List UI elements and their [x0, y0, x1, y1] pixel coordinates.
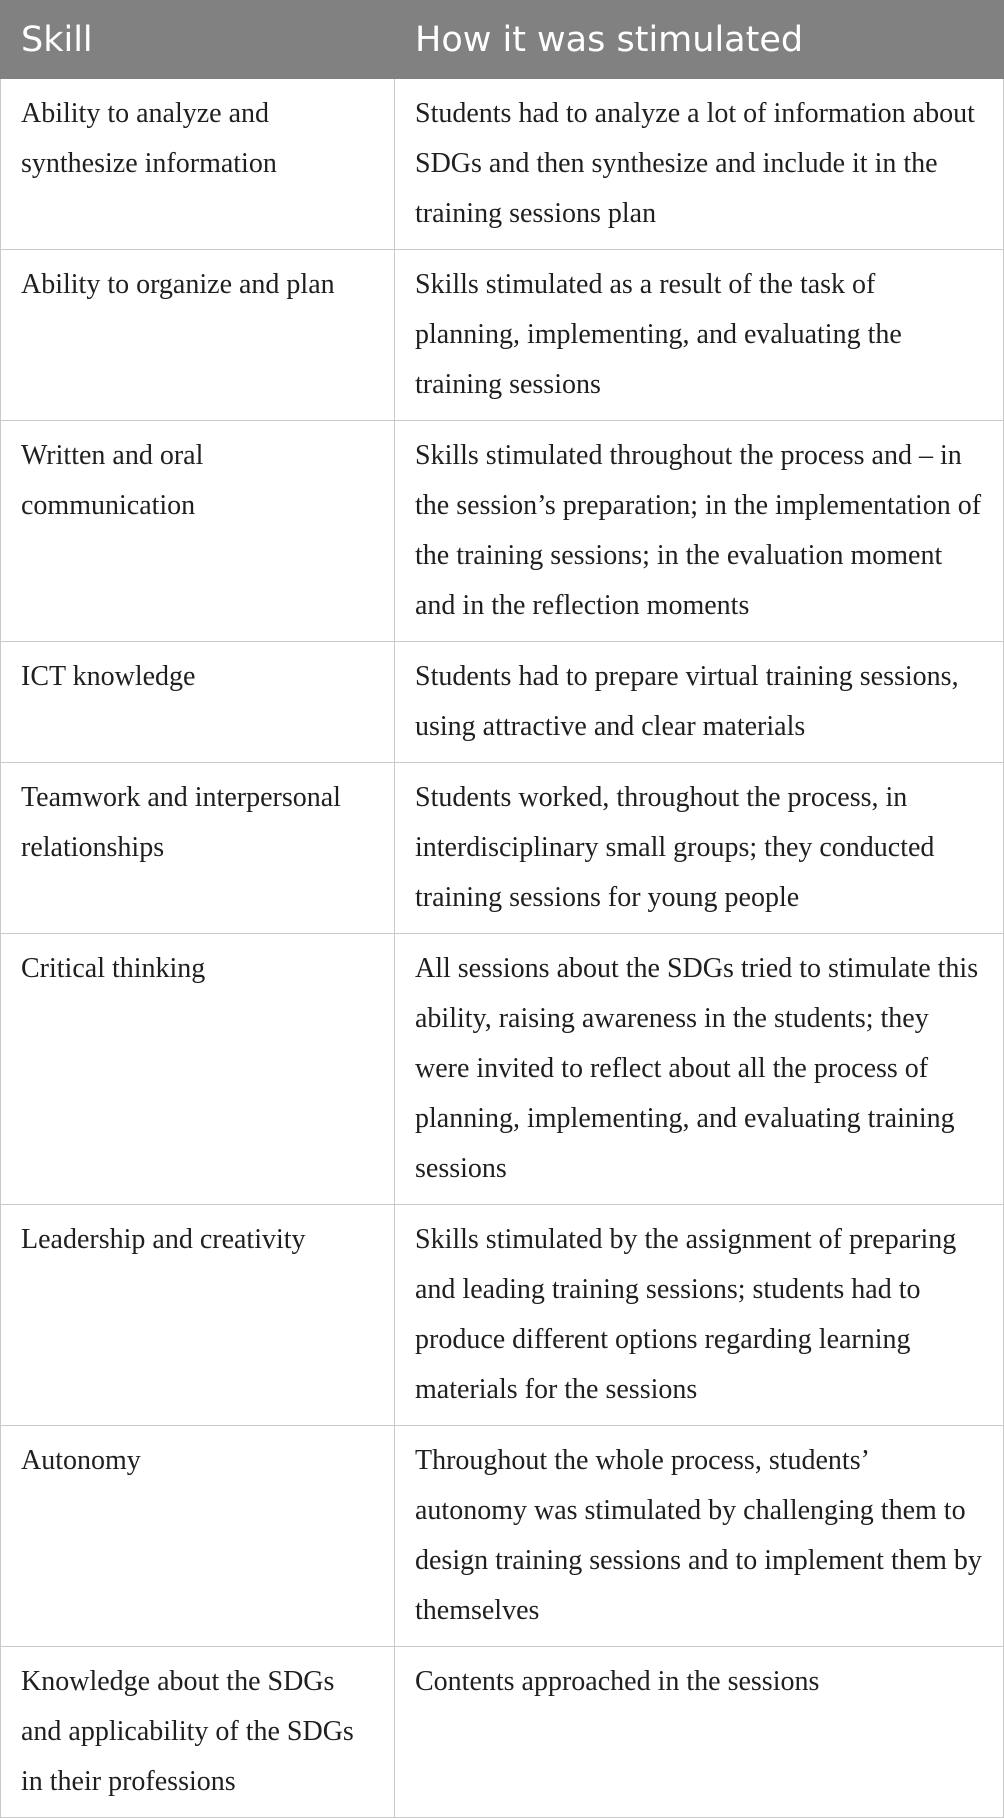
stimulation-cell: Students had to analyze a lot of information about SDGs and then synthesize and include it in the training sessions plan	[395, 79, 1004, 250]
table-header-row	[1, 1, 1004, 79]
skill-cell: Teamwork and interpersonal relationships	[1, 763, 395, 934]
skill-cell: Autonomy	[1, 1426, 395, 1647]
skill-cell: Ability to analyze and synthesize information	[1, 79, 395, 250]
table-row	[1, 79, 1004, 250]
stimulation-cell: Skills stimulated by the assignment of preparing and leading training sessions; students had to produce different options regarding learning materials for the sessions	[395, 1205, 1004, 1426]
stimulation-cell: All sessions about the SDGs tried to stimulate this ability, raising awareness in the students; they were invited to reflect about all the process of planning, implementing, and evaluating training sessions	[395, 934, 1004, 1205]
table-row	[1, 250, 1004, 421]
header-how-stimulated: How it was stimulated	[395, 1, 1004, 79]
table-row	[1, 1205, 1004, 1426]
table-row	[1, 1647, 1004, 1818]
stimulation-cell: Throughout the whole process, students’ autonomy was stimulated by challenging them to design training sessions and to implement them by themselves	[395, 1426, 1004, 1647]
table-row	[1, 934, 1004, 1205]
skill-cell: ICT knowledge	[1, 642, 395, 763]
header-skill: Skill	[1, 1, 395, 79]
table-row	[1, 1426, 1004, 1647]
skill-cell: Ability to organize and plan	[1, 250, 395, 421]
stimulation-cell: Students had to prepare virtual training sessions, using attractive and clear materials	[395, 642, 1004, 763]
table-row	[1, 763, 1004, 934]
table-row	[1, 421, 1004, 642]
stimulation-cell: Skills stimulated as a result of the task of planning, implementing, and evaluating the training sessions	[395, 250, 1004, 421]
stimulation-cell: Students worked, throughout the process, in interdisciplinary small groups; they conducted training sessions for young people	[395, 763, 1004, 934]
skill-cell: Leadership and creativity	[1, 1205, 395, 1426]
skill-cell: Written and oral communication	[1, 421, 395, 642]
stimulation-cell: Contents approached in the sessions	[395, 1647, 1004, 1818]
stimulation-cell: Skills stimulated throughout the process and – in the session’s preparation; in the implementation of the training sessions; in the evaluation moment and in the reflection moments	[395, 421, 1004, 642]
skill-cell: Critical thinking	[1, 934, 395, 1205]
table-row	[1, 642, 1004, 763]
skill-cell: Knowledge about the SDGs and applicability of the SDGs in their professions	[1, 1647, 395, 1818]
